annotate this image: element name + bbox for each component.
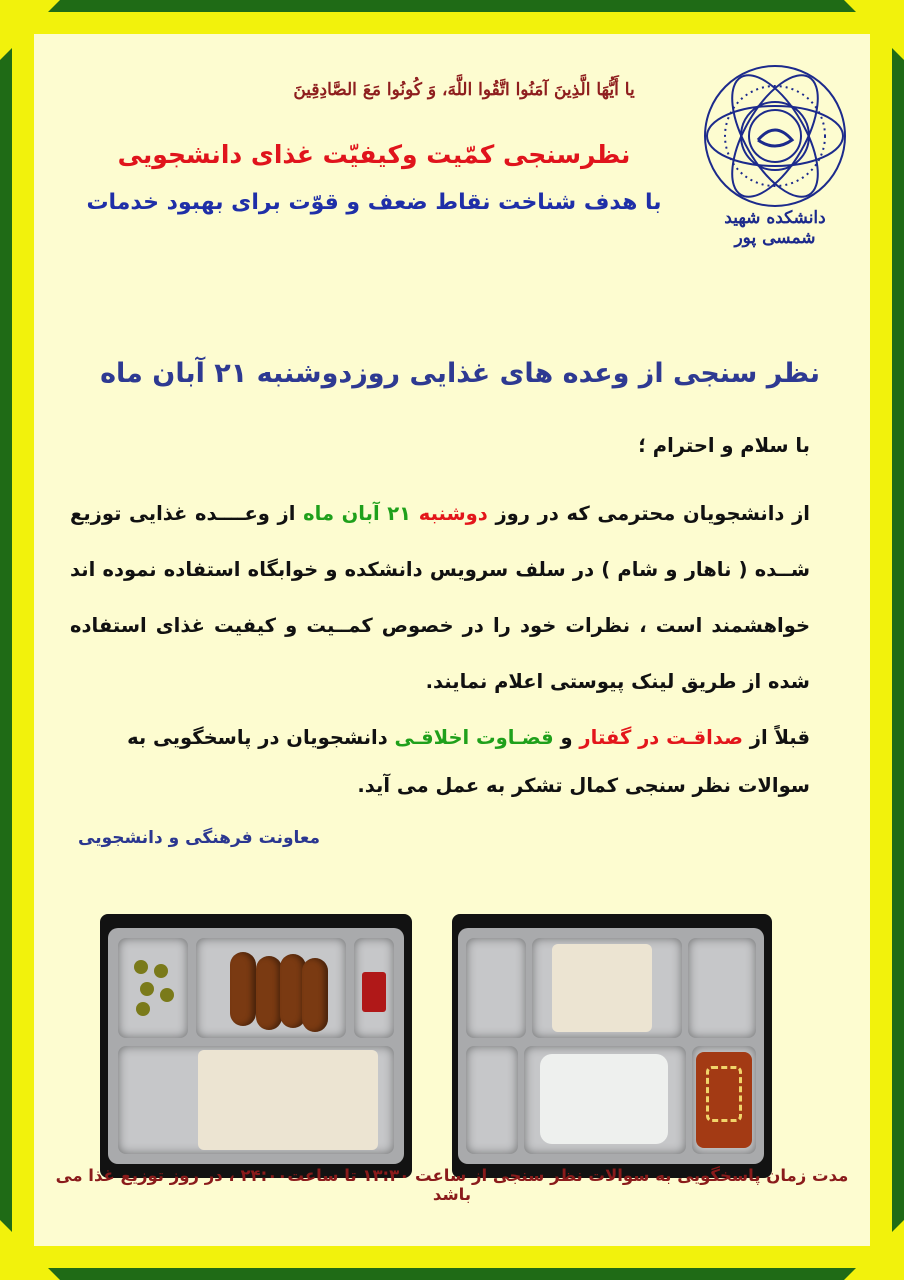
tray-cell	[118, 1046, 394, 1154]
logo-caption: دانشکده شهید شمسی پور	[724, 208, 826, 248]
tray-cell	[466, 1046, 518, 1154]
survey-title: نظرسنجی کمّیت وکیفیّت غذای دانشجویی	[117, 140, 631, 169]
cutlet	[230, 952, 256, 1026]
greeting-text: با سلام و احترام ؛	[638, 434, 810, 457]
tray-cell	[688, 938, 756, 1038]
tray	[458, 928, 764, 1164]
bread	[552, 944, 652, 1032]
olive	[134, 960, 148, 974]
tray-cell	[466, 938, 526, 1038]
tray-cell	[524, 1046, 686, 1154]
olive	[140, 982, 154, 996]
tray-cell	[532, 938, 682, 1038]
quran-verse: يا أَيُّهَا الَّذِينَ آمَنُوا اتَّقُوا اللَّهَ، وَ كُونُوا مَعَ الصَّادِقِينَ	[293, 80, 635, 100]
tray-cell	[354, 938, 394, 1038]
olive	[154, 964, 168, 978]
survey-subtitle: با هدف شناخت نقاط ضعف و قوّت برای بهبود خدمات	[86, 190, 662, 215]
poster-paper	[34, 34, 870, 1246]
ketchup-packet	[362, 972, 386, 1012]
p1-text-2: از وعــــده غذایی توزیع شــده ( ناهار و شام ) در سلف سرویس دانشکده و خوابگاه استفاده نموده اند خواهشمند است ، نظرات خود را در خصوص کمــیت و کیفیت غذای استفاده شده از طریق لینک پیوستی اعلام نمایند.	[70, 502, 810, 693]
dinner-tray-photo	[452, 914, 772, 1178]
tray-cell	[692, 1046, 756, 1154]
cutlet	[256, 956, 282, 1030]
olive	[160, 988, 174, 1002]
university-logo	[700, 58, 850, 248]
tray	[108, 928, 404, 1164]
lunch-tray-photo	[100, 914, 412, 1178]
p2-and: و	[553, 726, 580, 749]
cutlet	[302, 958, 328, 1032]
tray-cell	[196, 938, 346, 1038]
request-paragraph	[70, 486, 810, 710]
signature: معاونت فرهنگی و دانشجویی	[78, 828, 321, 848]
p2-honesty: صداقـت در گفتار	[579, 726, 743, 749]
olive	[136, 1002, 150, 1016]
p1-day: دوشنبه	[411, 502, 488, 525]
lavash-bread	[198, 1050, 378, 1150]
thanks-paragraph	[70, 714, 810, 810]
p2-text-1: قبلاً از	[742, 726, 810, 749]
p1-text-1: از دانشجویان محترمی که در روز	[487, 502, 810, 525]
p1-date: ۲۱ آبان ماه	[303, 502, 412, 525]
university-seal-icon	[700, 58, 850, 218]
tray-cell	[118, 938, 188, 1038]
section-heading: نظر سنجی از وعده های غذایی روزدوشنبه ۲۱ آبان ماه	[100, 358, 820, 389]
p2-text-2: دانشجویان در پاسخگویی به سوالات نظر سنجی کمال تشکر به عمل می آید.	[127, 726, 810, 797]
response-time-note: مدت زمان پاسخگویی به سوالات نظر سنجی از ساعت ۱۳:۳۰ تا ساعت۲۴:۰۰ ، در روز توزیع غذا می باشد	[55, 1166, 849, 1204]
p2-fairness: قضـاوت اخلاقـی	[394, 726, 554, 749]
stew	[696, 1052, 752, 1148]
potato-strips	[706, 1066, 742, 1122]
rice	[540, 1054, 668, 1144]
